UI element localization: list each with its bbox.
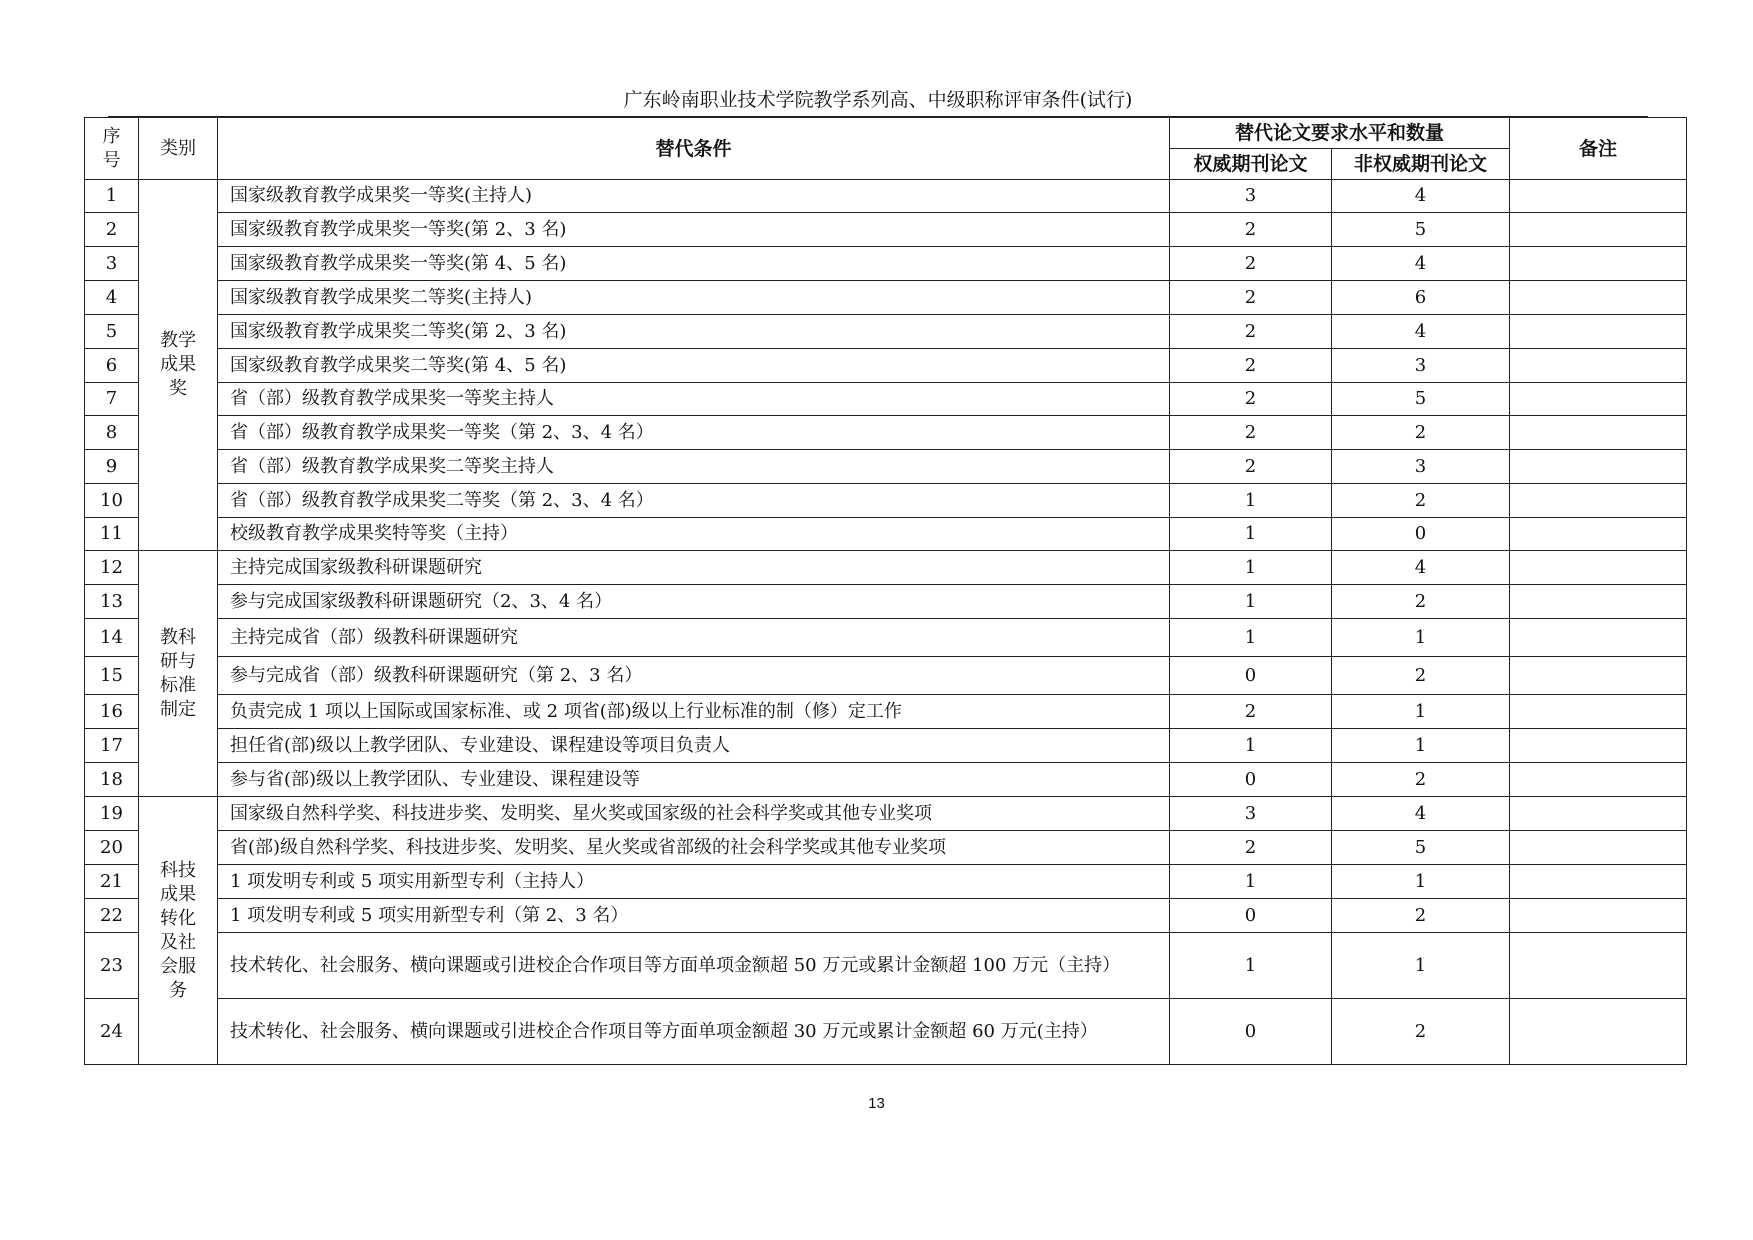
table-row — [85, 180, 1687, 213]
non-authoritative-count-cell: 2 — [1332, 484, 1510, 518]
condition-cell: 参与省(部)级以上教学团队、专业建设、课程建设等 — [218, 763, 1170, 797]
table-row — [85, 657, 1687, 695]
condition-cell: 1 项发明专利或 5 项实用新型专利（第 2、3 名） — [218, 899, 1170, 933]
authoritative-count-cell: 0 — [1170, 999, 1332, 1065]
seq-cell: 12 — [85, 551, 139, 585]
table-row — [85, 933, 1687, 999]
seq-cell: 19 — [85, 797, 139, 831]
seq-cell: 13 — [85, 585, 139, 619]
remark-cell — [1510, 619, 1687, 657]
table-row — [85, 383, 1687, 416]
remark-cell — [1510, 797, 1687, 831]
seq-cell: 15 — [85, 657, 139, 695]
authoritative-count-cell: 2 — [1170, 281, 1332, 315]
condition-cell: 省（部）级教育教学成果奖二等奖（第 2、3、4 名） — [218, 484, 1170, 518]
header-authoritative-papers: 权威期刊论文 — [1170, 149, 1332, 180]
table-row — [85, 247, 1687, 281]
seq-cell: 20 — [85, 831, 139, 865]
header-condition: 替代条件 — [218, 118, 1170, 180]
table-row — [85, 349, 1687, 383]
authoritative-count-cell: 2 — [1170, 247, 1332, 281]
authoritative-count-cell: 1 — [1170, 484, 1332, 518]
condition-cell: 国家级教育教学成果奖一等奖(第 4、5 名) — [218, 247, 1170, 281]
table-row — [85, 416, 1687, 450]
seq-cell: 22 — [85, 899, 139, 933]
authoritative-count-cell: 2 — [1170, 213, 1332, 247]
header-paper-group: 替代论文要求水平和数量 — [1170, 118, 1510, 149]
remark-cell — [1510, 729, 1687, 763]
authoritative-count-cell: 0 — [1170, 763, 1332, 797]
table-row — [85, 281, 1687, 315]
authoritative-count-cell: 0 — [1170, 899, 1332, 933]
non-authoritative-count-cell: 1 — [1332, 619, 1510, 657]
remark-cell — [1510, 213, 1687, 247]
remark-cell — [1510, 933, 1687, 999]
remark-cell — [1510, 484, 1687, 518]
remark-cell — [1510, 551, 1687, 585]
non-authoritative-count-cell: 2 — [1332, 763, 1510, 797]
condition-cell: 主持完成国家级教科研课题研究 — [218, 551, 1170, 585]
authoritative-count-cell: 1 — [1170, 585, 1332, 619]
seq-cell: 1 — [85, 180, 139, 213]
condition-cell: 省（部）级教育教学成果奖二等奖主持人 — [218, 450, 1170, 484]
condition-cell: 参与完成国家级教科研课题研究（2、3、4 名） — [218, 585, 1170, 619]
table-row — [85, 729, 1687, 763]
seq-cell: 2 — [85, 213, 139, 247]
table-row — [85, 450, 1687, 484]
table-row — [85, 619, 1687, 657]
seq-cell: 17 — [85, 729, 139, 763]
condition-cell: 1 项发明专利或 5 项实用新型专利（主持人） — [218, 865, 1170, 899]
non-authoritative-count-cell: 3 — [1332, 450, 1510, 484]
authoritative-count-cell: 1 — [1170, 729, 1332, 763]
seq-cell: 24 — [85, 999, 139, 1065]
category-label: 教学成果奖 — [160, 330, 196, 399]
authoritative-count-cell: 2 — [1170, 450, 1332, 484]
non-authoritative-count-cell: 4 — [1332, 247, 1510, 281]
table-row — [85, 315, 1687, 349]
seq-cell: 7 — [85, 383, 139, 416]
non-authoritative-count-cell: 5 — [1332, 383, 1510, 416]
condition-cell: 担任省(部)级以上教学团队、专业建设、课程建设等项目负责人 — [218, 729, 1170, 763]
header-seq: 序号 — [85, 118, 139, 180]
table-row — [85, 999, 1687, 1065]
remark-cell — [1510, 831, 1687, 865]
condition-cell: 国家级自然科学奖、科技进步奖、发明奖、星火奖或国家级的社会科学奖或其他专业奖项 — [218, 797, 1170, 831]
seq-cell: 3 — [85, 247, 139, 281]
header-remark: 备注 — [1510, 118, 1687, 180]
table-row — [85, 695, 1687, 729]
authoritative-count-cell: 1 — [1170, 933, 1332, 999]
table-row — [85, 213, 1687, 247]
remark-cell — [1510, 450, 1687, 484]
table-row — [85, 865, 1687, 899]
remark-cell — [1510, 657, 1687, 695]
seq-cell: 14 — [85, 619, 139, 657]
category-cell — [139, 180, 218, 551]
condition-cell: 技术转化、社会服务、横向课题或引进校企合作项目等方面单项金额超 30 万元或累计金额超 60 万元(主持） — [218, 999, 1170, 1065]
authoritative-count-cell: 1 — [1170, 865, 1332, 899]
seq-cell: 8 — [85, 416, 139, 450]
authoritative-count-cell: 2 — [1170, 416, 1332, 450]
table-row — [85, 551, 1687, 585]
condition-cell: 省（部）级教育教学成果奖一等奖（第 2、3、4 名） — [218, 416, 1170, 450]
authoritative-count-cell: 2 — [1170, 831, 1332, 865]
remark-cell — [1510, 383, 1687, 416]
remark-cell — [1510, 899, 1687, 933]
non-authoritative-count-cell: 2 — [1332, 585, 1510, 619]
seq-cell: 6 — [85, 349, 139, 383]
category-label: 教科研与标准制定 — [160, 626, 196, 720]
seq-cell: 16 — [85, 695, 139, 729]
authoritative-count-cell: 3 — [1170, 797, 1332, 831]
category-cell — [139, 551, 218, 797]
seq-cell: 11 — [85, 518, 139, 551]
authoritative-count-cell: 3 — [1170, 180, 1332, 213]
seq-cell: 4 — [85, 281, 139, 315]
non-authoritative-count-cell: 2 — [1332, 657, 1510, 695]
non-authoritative-count-cell: 4 — [1332, 315, 1510, 349]
authoritative-count-cell: 0 — [1170, 657, 1332, 695]
remark-cell — [1510, 518, 1687, 551]
non-authoritative-count-cell: 1 — [1332, 729, 1510, 763]
table-row — [85, 831, 1687, 865]
table-row — [85, 899, 1687, 933]
condition-cell: 国家级教育教学成果奖二等奖(第 4、5 名) — [218, 349, 1170, 383]
condition-cell: 省（部）级教育教学成果奖一等奖主持人 — [218, 383, 1170, 416]
condition-cell: 国家级教育教学成果奖一等奖(第 2、3 名) — [218, 213, 1170, 247]
authoritative-count-cell: 1 — [1170, 518, 1332, 551]
condition-cell: 负责完成 1 项以上国际或国家标准、或 2 项省(部)级以上行业标准的制（修）定工作 — [218, 695, 1170, 729]
authoritative-count-cell: 1 — [1170, 619, 1332, 657]
remark-cell — [1510, 585, 1687, 619]
remark-cell — [1510, 865, 1687, 899]
non-authoritative-count-cell: 2 — [1332, 999, 1510, 1065]
replacement-conditions-table — [84, 117, 1687, 1065]
non-authoritative-count-cell: 4 — [1332, 180, 1510, 213]
authoritative-count-cell: 2 — [1170, 315, 1332, 349]
table-row — [85, 518, 1687, 551]
condition-cell: 技术转化、社会服务、横向课题或引进校企合作项目等方面单项金额超 50 万元或累计金额超 100 万元（主持） — [218, 933, 1170, 999]
condition-cell: 主持完成省（部）级教科研课题研究 — [218, 619, 1170, 657]
seq-cell: 21 — [85, 865, 139, 899]
non-authoritative-count-cell: 6 — [1332, 281, 1510, 315]
authoritative-count-cell: 2 — [1170, 383, 1332, 416]
condition-cell: 校级教育教学成果奖特等奖（主持） — [218, 518, 1170, 551]
remark-cell — [1510, 180, 1687, 213]
seq-cell: 9 — [85, 450, 139, 484]
non-authoritative-count-cell: 1 — [1332, 695, 1510, 729]
remark-cell — [1510, 416, 1687, 450]
remark-cell — [1510, 999, 1687, 1065]
seq-cell: 23 — [85, 933, 139, 999]
non-authoritative-count-cell: 0 — [1332, 518, 1510, 551]
table-row — [85, 484, 1687, 518]
condition-cell: 省(部)级自然科学奖、科技进步奖、发明奖、星火奖或省部级的社会科学奖或其他专业奖项 — [218, 831, 1170, 865]
table-row — [85, 585, 1687, 619]
non-authoritative-count-cell: 5 — [1332, 831, 1510, 865]
seq-cell: 10 — [85, 484, 139, 518]
authoritative-count-cell: 2 — [1170, 349, 1332, 383]
condition-cell: 参与完成省（部）级教科研课题研究（第 2、3 名） — [218, 657, 1170, 695]
condition-cell: 国家级教育教学成果奖一等奖(主持人) — [218, 180, 1170, 213]
remark-cell — [1510, 695, 1687, 729]
seq-cell: 18 — [85, 763, 139, 797]
condition-cell: 国家级教育教学成果奖二等奖(第 2、3 名) — [218, 315, 1170, 349]
authoritative-count-cell: 1 — [1170, 551, 1332, 585]
non-authoritative-count-cell: 4 — [1332, 551, 1510, 585]
condition-cell: 国家级教育教学成果奖二等奖(主持人) — [218, 281, 1170, 315]
table-row — [85, 797, 1687, 831]
authoritative-count-cell: 2 — [1170, 695, 1332, 729]
category-label: 科技成果转化及社会服务 — [160, 859, 196, 1001]
non-authoritative-count-cell: 1 — [1332, 865, 1510, 899]
non-authoritative-count-cell: 2 — [1332, 899, 1510, 933]
header-non-authoritative-papers: 非权威期刊论文 — [1332, 149, 1510, 180]
non-authoritative-count-cell: 4 — [1332, 797, 1510, 831]
document-header — [108, 86, 1648, 117]
remark-cell — [1510, 349, 1687, 383]
header-category: 类别 — [139, 118, 218, 180]
non-authoritative-count-cell: 3 — [1332, 349, 1510, 383]
remark-cell — [1510, 763, 1687, 797]
page-number: 13 — [868, 1095, 885, 1112]
non-authoritative-count-cell: 1 — [1332, 933, 1510, 999]
remark-cell — [1510, 281, 1687, 315]
seq-cell: 5 — [85, 315, 139, 349]
remark-cell — [1510, 315, 1687, 349]
non-authoritative-count-cell: 5 — [1332, 213, 1510, 247]
document-title: 广东岭南职业技术学院教学系列高、中级职称评审条件(试行) — [623, 89, 1133, 111]
remark-cell — [1510, 247, 1687, 281]
table-row — [85, 763, 1687, 797]
non-authoritative-count-cell: 2 — [1332, 416, 1510, 450]
table-body — [85, 180, 1687, 1065]
category-cell — [139, 797, 218, 1065]
